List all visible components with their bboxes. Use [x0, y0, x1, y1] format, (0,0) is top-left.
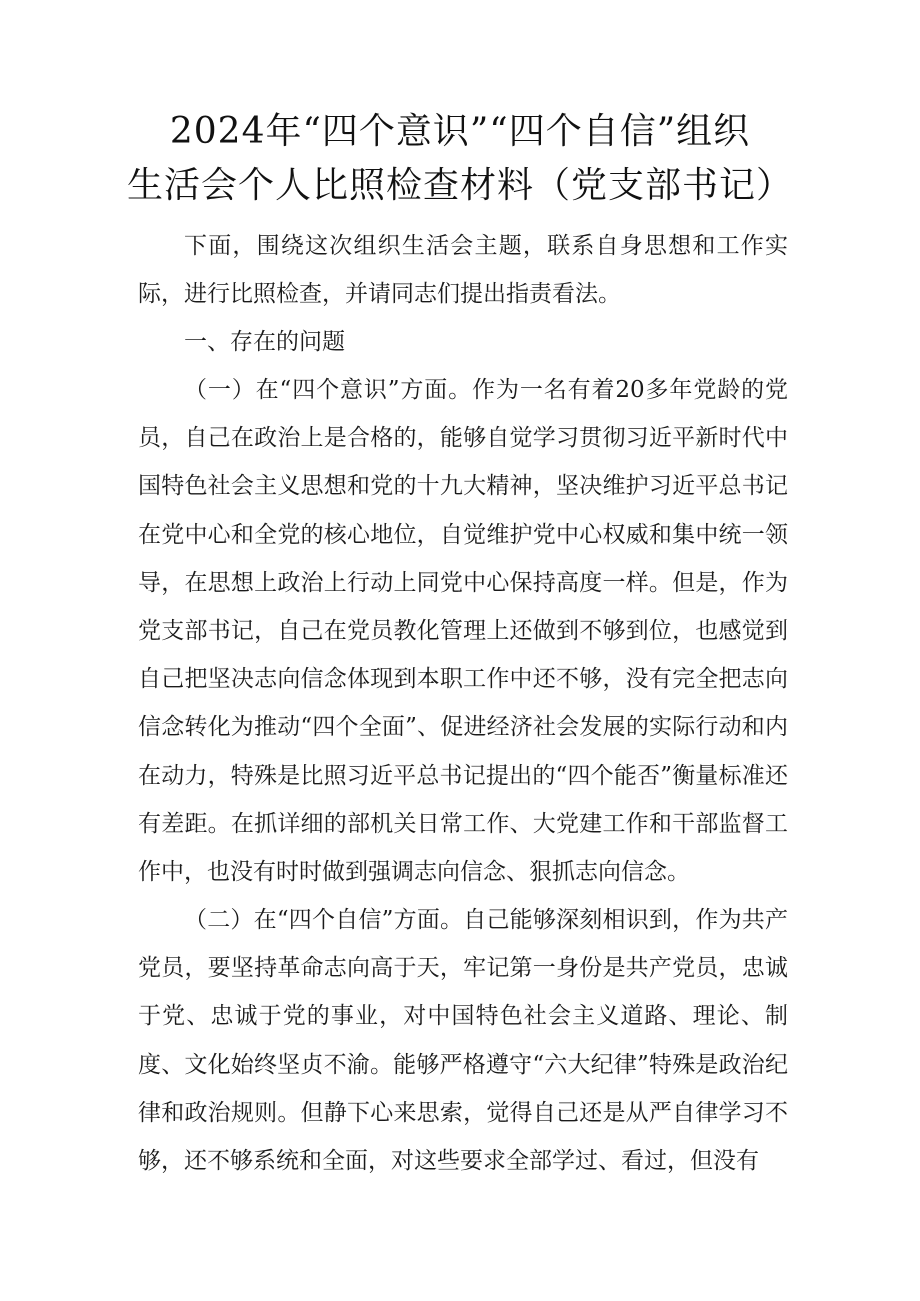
document-title-line-2: 生活会个人比照检查材料（党支部书记） — [126, 165, 793, 206]
document-title-line-1: 2024年“四个意识”“四个自信”组织 — [169, 111, 751, 152]
paragraph-four-consciousness: （一）在“四个意识”方面。作为一名有着20多年党龄的党员，自己在政治上是合格的，能够自觉学习贯彻习近平新时代中国特色社会主义思想和党的十九大精神，坚决维护习近平总书记在党中心和全党的核心地位，自觉维护党中心权威和集中统一领导，在思想上政治上行动上同党中心保持高度一样。但是，作为党支部书记，自己在党员教化管理上还做到不够到位，也感觉到自己把坚决志向信念体现到本职工作中还不够，没有完全把志向信念转化为推动“四个全面”、促进经济社会发展的实际行动和内在动力，特殊是比照习近平总书记提出的“四个能否”衡量标准还有差距。在抓详细的部机关日常工作、大党建工作和干部监督工作中，也没有时时做到强调志向信念、狠抓志向信念。 — [138, 377, 788, 886]
intro-paragraph: 下面，围绕这次组织生活会主题，联系自身思想和工作实际，进行比照检查，并请同志们提出指责看法。 — [138, 233, 788, 308]
section-heading: 一、存在的问题 — [184, 329, 345, 355]
paragraph-four-confidences: （二）在“四个自信”方面。自己能够深刻相识到，作为共产党员，要坚持革命志向高于天，牢记第一身份是共产党员，忠诚于党、忠诚于党的事业，对中国特色社会主义道路、理论、制度、文化始终坚贞不渝。能够严格遵守“六大纪律”特殊是政治纪律和政治规则。但静下心来思索，觉得自己还是从严自律学习不够，还不够系统和全面，对这些要求全部学过、看过，但没有 — [138, 907, 788, 1175]
